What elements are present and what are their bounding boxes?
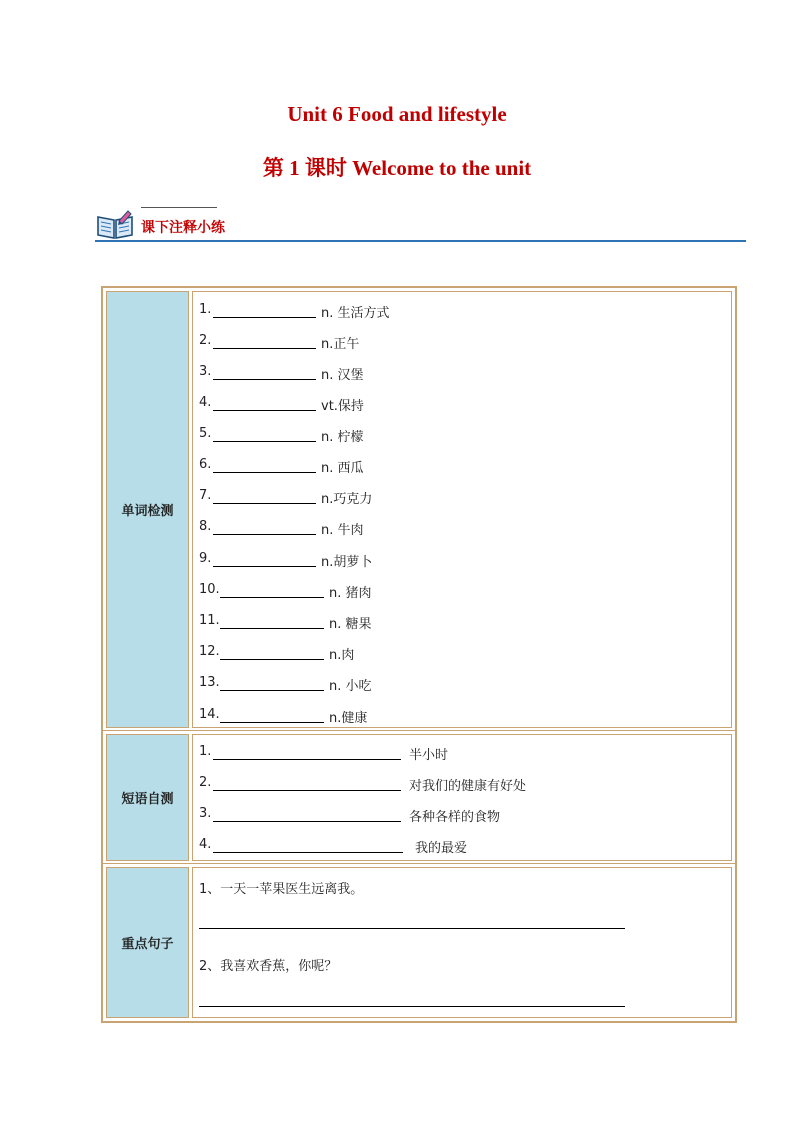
item-number: 9. (199, 551, 212, 566)
answer-blank[interactable] (213, 821, 401, 822)
answer-blank[interactable] (220, 690, 324, 691)
item-number: 1. (199, 302, 212, 317)
item-number: 1. (199, 744, 212, 759)
answer-blank[interactable] (213, 410, 316, 411)
answer-blank[interactable] (213, 503, 316, 504)
answer-blank[interactable] (213, 790, 401, 791)
item-gloss: 对我们的健康有好处 (409, 779, 527, 794)
item-gloss: n.健康 (329, 711, 368, 726)
item-number: 10. (199, 582, 220, 597)
answer-blank[interactable] (213, 852, 403, 853)
item-gloss: n. 生活方式 (321, 306, 390, 321)
item-number: 3. (199, 364, 212, 379)
answer-blank[interactable] (213, 317, 316, 318)
sentence-answer-line[interactable] (199, 1006, 625, 1007)
item-gloss: vt.保持 (321, 399, 364, 414)
answer-blank[interactable] (220, 628, 324, 629)
item-number: 13. (199, 675, 220, 690)
book-pencil-icon (95, 208, 135, 240)
phrases-content (192, 734, 732, 861)
answer-blank[interactable] (213, 534, 316, 535)
section-rule (95, 240, 746, 242)
unit-title: Unit 6 Food and lifestyle (287, 102, 507, 126)
sentences-row (103, 864, 735, 1021)
exercise-table (101, 286, 737, 1023)
item-gloss: n. 汉堡 (321, 368, 364, 383)
sentences-category: 重点句子 (106, 867, 189, 1018)
answer-blank[interactable] (213, 759, 401, 760)
vocab-content (192, 291, 732, 728)
vocab-row (103, 288, 735, 731)
phrases-category: 短语自测 (106, 734, 189, 861)
item-number: 2. (199, 775, 212, 790)
answer-blank[interactable] (213, 441, 316, 442)
item-number: 3. (199, 806, 212, 821)
item-gloss: n. 牛肉 (321, 523, 364, 538)
answer-blank[interactable] (220, 659, 324, 660)
item-gloss: n. 猪肉 (329, 586, 372, 601)
answer-blank[interactable] (213, 566, 316, 567)
item-gloss: n.肉 (329, 648, 355, 663)
lesson-title: 第 1 课时 Welcome to the unit (262, 156, 532, 180)
item-number: 5. (199, 426, 212, 441)
item-gloss: n. 小吃 (329, 679, 372, 694)
item-number: 8. (199, 519, 212, 534)
item-gloss: 我的最爱 (415, 841, 468, 856)
item-gloss: n.胡萝卜 (321, 555, 373, 570)
item-number: 14. (199, 707, 220, 722)
section-header (95, 204, 746, 246)
item-number: 4. (199, 395, 212, 410)
answer-blank[interactable] (213, 348, 316, 349)
item-gloss: 半小时 (409, 748, 449, 763)
vocab-category: 单词检测 (106, 291, 189, 728)
answer-blank[interactable] (220, 722, 324, 723)
section-label: 课下注释小练 (141, 220, 225, 236)
item-gloss: 各种各样的食物 (409, 810, 501, 825)
item-gloss: n. 西瓜 (321, 461, 364, 476)
item-number: 6. (199, 457, 212, 472)
answer-blank[interactable] (220, 597, 324, 598)
sentences-content (192, 867, 732, 1018)
header-top-line (141, 207, 217, 208)
item-number: 4. (199, 837, 212, 852)
item-number: 11. (199, 613, 220, 628)
item-gloss: n. 糖果 (329, 617, 372, 632)
answer-blank[interactable] (213, 379, 316, 380)
item-gloss: n.正午 (321, 337, 360, 352)
item-gloss: n.巧克力 (321, 492, 373, 507)
sentence-prompt: 1、一天一苹果医生远离我。 (199, 882, 364, 897)
item-number: 12. (199, 644, 220, 659)
answer-blank[interactable] (213, 472, 316, 473)
sentence-prompt: 2、我喜欢香蕉，你呢？ (199, 959, 338, 974)
phrases-row (103, 731, 735, 864)
item-number: 2. (199, 333, 212, 348)
item-gloss: n. 柠檬 (321, 430, 364, 445)
item-number: 7. (199, 488, 212, 503)
sentence-answer-line[interactable] (199, 928, 625, 929)
